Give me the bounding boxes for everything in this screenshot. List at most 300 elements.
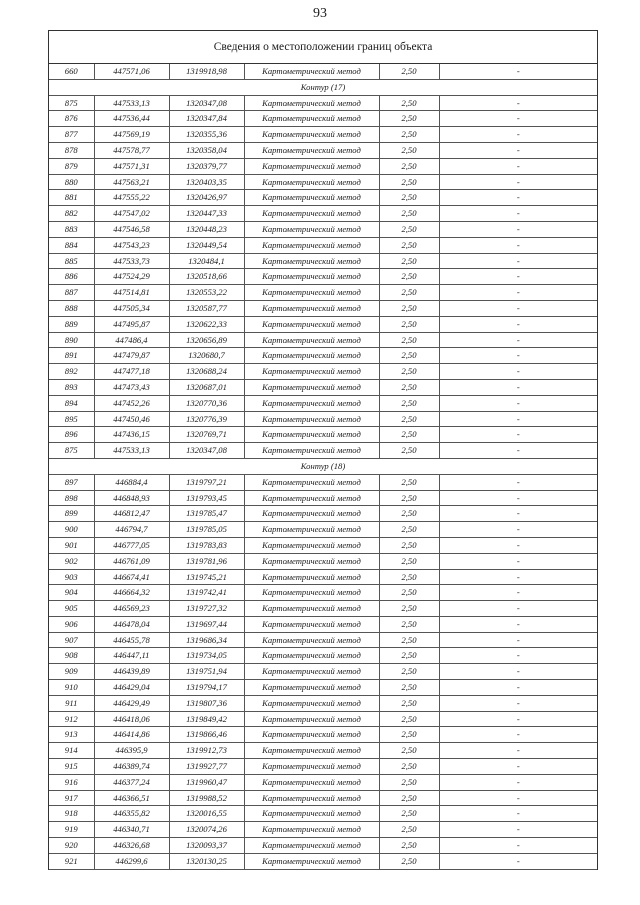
x-coordinate-cell: 447486,4 bbox=[94, 332, 169, 348]
note-cell: - bbox=[439, 632, 597, 648]
note-cell: - bbox=[439, 221, 597, 237]
table-row bbox=[49, 379, 597, 395]
x-coordinate-cell: 447571,31 bbox=[94, 158, 169, 174]
precision-cell: 2,50 bbox=[379, 774, 439, 790]
method-cell: Картометрический метод bbox=[244, 553, 379, 569]
point-number-cell: 890 bbox=[49, 332, 94, 348]
point-number-cell: 898 bbox=[49, 490, 94, 506]
method-cell: Картометрический метод bbox=[244, 774, 379, 790]
note-cell: - bbox=[439, 727, 597, 743]
precision-cell: 2,50 bbox=[379, 648, 439, 664]
note-cell: - bbox=[439, 158, 597, 174]
point-number-cell: 915 bbox=[49, 759, 94, 775]
y-coordinate-cell: 1319745,21 bbox=[169, 569, 244, 585]
y-coordinate-cell: 1319785,47 bbox=[169, 506, 244, 522]
note-cell: - bbox=[439, 585, 597, 601]
table-row bbox=[49, 221, 597, 237]
x-coordinate-cell: 447533,13 bbox=[94, 95, 169, 111]
note-cell: - bbox=[439, 142, 597, 158]
method-cell: Картометрический метод bbox=[244, 680, 379, 696]
table-row bbox=[49, 364, 597, 380]
point-number-cell: 912 bbox=[49, 711, 94, 727]
point-number-cell: 875 bbox=[49, 95, 94, 111]
note-cell: - bbox=[439, 237, 597, 253]
precision-cell: 2,50 bbox=[379, 206, 439, 222]
note-cell: - bbox=[439, 490, 597, 506]
x-coordinate-cell: 447505,34 bbox=[94, 300, 169, 316]
point-number-cell: 911 bbox=[49, 695, 94, 711]
x-coordinate-cell: 447546,58 bbox=[94, 221, 169, 237]
x-coordinate-cell: 447533,73 bbox=[94, 253, 169, 269]
point-number-cell: 881 bbox=[49, 190, 94, 206]
table-row bbox=[49, 522, 597, 538]
table-row bbox=[49, 158, 597, 174]
method-cell: Картометрический метод bbox=[244, 853, 379, 869]
point-number-cell: 908 bbox=[49, 648, 94, 664]
method-cell: Картометрический метод bbox=[244, 427, 379, 443]
x-coordinate-cell: 446377,24 bbox=[94, 774, 169, 790]
table-row bbox=[49, 838, 597, 854]
point-number-cell: 894 bbox=[49, 395, 94, 411]
x-coordinate-cell: 446569,23 bbox=[94, 601, 169, 617]
method-cell: Картометрический метод bbox=[244, 569, 379, 585]
y-coordinate-cell: 1319686,34 bbox=[169, 632, 244, 648]
point-number-cell: 885 bbox=[49, 253, 94, 269]
table-row bbox=[49, 285, 597, 301]
x-coordinate-cell: 447578,77 bbox=[94, 142, 169, 158]
note-cell: - bbox=[439, 253, 597, 269]
table-row bbox=[49, 427, 597, 443]
method-cell: Картометрический метод bbox=[244, 269, 379, 285]
note-cell: - bbox=[439, 648, 597, 664]
note-cell: - bbox=[439, 664, 597, 680]
method-cell: Картометрический метод bbox=[244, 490, 379, 506]
note-cell: - bbox=[439, 411, 597, 427]
method-cell: Картометрический метод bbox=[244, 316, 379, 332]
note-cell: - bbox=[439, 427, 597, 443]
y-coordinate-cell: 1319918,98 bbox=[169, 64, 244, 79]
coordinates-table-body bbox=[49, 64, 597, 869]
x-coordinate-cell: 446848,93 bbox=[94, 490, 169, 506]
method-cell: Картометрический метод bbox=[244, 790, 379, 806]
precision-cell: 2,50 bbox=[379, 348, 439, 364]
x-coordinate-cell: 447436,15 bbox=[94, 427, 169, 443]
precision-cell: 2,50 bbox=[379, 364, 439, 380]
point-number-cell: 909 bbox=[49, 664, 94, 680]
point-number-cell: 883 bbox=[49, 221, 94, 237]
method-cell: Картометрический метод bbox=[244, 506, 379, 522]
precision-cell: 2,50 bbox=[379, 853, 439, 869]
y-coordinate-cell: 1319849,42 bbox=[169, 711, 244, 727]
point-number-cell: 903 bbox=[49, 569, 94, 585]
y-coordinate-cell: 1320688,24 bbox=[169, 364, 244, 380]
table-row bbox=[49, 695, 597, 711]
table-row bbox=[49, 648, 597, 664]
x-coordinate-cell: 447452,26 bbox=[94, 395, 169, 411]
y-coordinate-cell: 1320074,26 bbox=[169, 822, 244, 838]
table-row bbox=[49, 632, 597, 648]
note-cell: - bbox=[439, 364, 597, 380]
precision-cell: 2,50 bbox=[379, 838, 439, 854]
method-cell: Картометрический метод bbox=[244, 601, 379, 617]
x-coordinate-cell: 446794,7 bbox=[94, 522, 169, 538]
note-cell: - bbox=[439, 759, 597, 775]
point-number-cell: 916 bbox=[49, 774, 94, 790]
note-cell: - bbox=[439, 95, 597, 111]
point-number-cell: 893 bbox=[49, 379, 94, 395]
note-cell: - bbox=[439, 806, 597, 822]
point-number-cell: 877 bbox=[49, 127, 94, 143]
table-row bbox=[49, 95, 597, 111]
x-coordinate-cell: 447536,44 bbox=[94, 111, 169, 127]
precision-cell: 2,50 bbox=[379, 759, 439, 775]
precision-cell: 2,50 bbox=[379, 253, 439, 269]
precision-cell: 2,50 bbox=[379, 300, 439, 316]
table-row bbox=[49, 474, 597, 490]
note-cell: - bbox=[439, 316, 597, 332]
contour-label: Контур (17) bbox=[49, 79, 597, 95]
point-number-cell: 901 bbox=[49, 537, 94, 553]
y-coordinate-cell: 1320447,33 bbox=[169, 206, 244, 222]
x-coordinate-cell: 446884,4 bbox=[94, 474, 169, 490]
y-coordinate-cell: 1319960,47 bbox=[169, 774, 244, 790]
y-coordinate-cell: 1320016,55 bbox=[169, 806, 244, 822]
precision-cell: 2,50 bbox=[379, 680, 439, 696]
method-cell: Картометрический метод bbox=[244, 64, 379, 79]
note-cell: - bbox=[439, 838, 597, 854]
precision-cell: 2,50 bbox=[379, 522, 439, 538]
precision-cell: 2,50 bbox=[379, 822, 439, 838]
table-row bbox=[49, 727, 597, 743]
precision-cell: 2,50 bbox=[379, 190, 439, 206]
precision-cell: 2,50 bbox=[379, 695, 439, 711]
precision-cell: 2,50 bbox=[379, 664, 439, 680]
y-coordinate-cell: 1320553,22 bbox=[169, 285, 244, 301]
point-number-cell: 904 bbox=[49, 585, 94, 601]
point-number-cell: 896 bbox=[49, 427, 94, 443]
contour-label: Контур (18) bbox=[49, 458, 597, 474]
table-row bbox=[49, 774, 597, 790]
precision-cell: 2,50 bbox=[379, 174, 439, 190]
y-coordinate-cell: 1319793,45 bbox=[169, 490, 244, 506]
x-coordinate-cell: 446664,32 bbox=[94, 585, 169, 601]
point-number-cell: 888 bbox=[49, 300, 94, 316]
y-coordinate-cell: 1319697,44 bbox=[169, 616, 244, 632]
note-cell: - bbox=[439, 537, 597, 553]
point-number-cell: 910 bbox=[49, 680, 94, 696]
point-number-cell: 914 bbox=[49, 743, 94, 759]
method-cell: Картометрический метод bbox=[244, 474, 379, 490]
x-coordinate-cell: 447473,43 bbox=[94, 379, 169, 395]
y-coordinate-cell: 1320403,35 bbox=[169, 174, 244, 190]
method-cell: Картометрический метод bbox=[244, 806, 379, 822]
point-number-cell: 875 bbox=[49, 443, 94, 459]
x-coordinate-cell: 447571,06 bbox=[94, 64, 169, 79]
method-cell: Картометрический метод bbox=[244, 142, 379, 158]
contour-header-row bbox=[49, 79, 597, 95]
note-cell: - bbox=[439, 616, 597, 632]
precision-cell: 2,50 bbox=[379, 537, 439, 553]
boundary-table-sheet bbox=[48, 30, 598, 870]
precision-cell: 2,50 bbox=[379, 111, 439, 127]
point-number-cell: 917 bbox=[49, 790, 94, 806]
point-number-cell: 887 bbox=[49, 285, 94, 301]
method-cell: Картометрический метод bbox=[244, 253, 379, 269]
x-coordinate-cell: 447495,87 bbox=[94, 316, 169, 332]
table-row bbox=[49, 395, 597, 411]
table-row bbox=[49, 300, 597, 316]
precision-cell: 2,50 bbox=[379, 95, 439, 111]
point-number-cell: 906 bbox=[49, 616, 94, 632]
point-number-cell: 907 bbox=[49, 632, 94, 648]
table-row bbox=[49, 711, 597, 727]
x-coordinate-cell: 446355,82 bbox=[94, 806, 169, 822]
note-cell: - bbox=[439, 332, 597, 348]
x-coordinate-cell: 447563,21 bbox=[94, 174, 169, 190]
precision-cell: 2,50 bbox=[379, 806, 439, 822]
precision-cell: 2,50 bbox=[379, 616, 439, 632]
table-row bbox=[49, 759, 597, 775]
y-coordinate-cell: 1320358,04 bbox=[169, 142, 244, 158]
y-coordinate-cell: 1320347,08 bbox=[169, 95, 244, 111]
method-cell: Картометрический метод bbox=[244, 822, 379, 838]
y-coordinate-cell: 1319751,94 bbox=[169, 664, 244, 680]
precision-cell: 2,50 bbox=[379, 221, 439, 237]
x-coordinate-cell: 446395,9 bbox=[94, 743, 169, 759]
note-cell: - bbox=[439, 300, 597, 316]
table-row bbox=[49, 680, 597, 696]
method-cell: Картометрический метод bbox=[244, 379, 379, 395]
table-row bbox=[49, 174, 597, 190]
x-coordinate-cell: 446812,47 bbox=[94, 506, 169, 522]
y-coordinate-cell: 1319727,32 bbox=[169, 601, 244, 617]
table-row bbox=[49, 237, 597, 253]
x-coordinate-cell: 447547,02 bbox=[94, 206, 169, 222]
y-coordinate-cell: 1319866,46 bbox=[169, 727, 244, 743]
method-cell: Картометрический метод bbox=[244, 411, 379, 427]
note-cell: - bbox=[439, 790, 597, 806]
point-number-cell: 880 bbox=[49, 174, 94, 190]
precision-cell: 2,50 bbox=[379, 237, 439, 253]
table-row bbox=[49, 142, 597, 158]
y-coordinate-cell: 1320379,77 bbox=[169, 158, 244, 174]
note-cell: - bbox=[439, 853, 597, 869]
method-cell: Картометрический метод bbox=[244, 522, 379, 538]
point-number-cell: 921 bbox=[49, 853, 94, 869]
point-number-cell: 902 bbox=[49, 553, 94, 569]
note-cell: - bbox=[439, 680, 597, 696]
precision-cell: 2,50 bbox=[379, 379, 439, 395]
point-number-cell: 876 bbox=[49, 111, 94, 127]
point-number-cell: 886 bbox=[49, 269, 94, 285]
note-cell: - bbox=[439, 127, 597, 143]
note-cell: - bbox=[439, 743, 597, 759]
table-row bbox=[49, 743, 597, 759]
note-cell: - bbox=[439, 190, 597, 206]
precision-cell: 2,50 bbox=[379, 632, 439, 648]
note-cell: - bbox=[439, 269, 597, 285]
table-row bbox=[49, 332, 597, 348]
precision-cell: 2,50 bbox=[379, 269, 439, 285]
method-cell: Картометрический метод bbox=[244, 443, 379, 459]
x-coordinate-cell: 446674,41 bbox=[94, 569, 169, 585]
y-coordinate-cell: 1320347,84 bbox=[169, 111, 244, 127]
point-number-cell: 900 bbox=[49, 522, 94, 538]
method-cell: Картометрический метод bbox=[244, 221, 379, 237]
y-coordinate-cell: 1319781,96 bbox=[169, 553, 244, 569]
x-coordinate-cell: 446439,89 bbox=[94, 664, 169, 680]
method-cell: Картометрический метод bbox=[244, 585, 379, 601]
precision-cell: 2,50 bbox=[379, 727, 439, 743]
point-number-cell: 878 bbox=[49, 142, 94, 158]
point-number-cell: 913 bbox=[49, 727, 94, 743]
table-row bbox=[49, 316, 597, 332]
y-coordinate-cell: 1320093,37 bbox=[169, 838, 244, 854]
table-row bbox=[49, 616, 597, 632]
note-cell: - bbox=[439, 695, 597, 711]
point-number-cell: 889 bbox=[49, 316, 94, 332]
method-cell: Картометрический метод bbox=[244, 537, 379, 553]
x-coordinate-cell: 446429,49 bbox=[94, 695, 169, 711]
y-coordinate-cell: 1319912,73 bbox=[169, 743, 244, 759]
note-cell: - bbox=[439, 111, 597, 127]
table-row bbox=[49, 822, 597, 838]
coordinates-table bbox=[49, 64, 597, 870]
point-number-cell: 895 bbox=[49, 411, 94, 427]
x-coordinate-cell: 446761,09 bbox=[94, 553, 169, 569]
point-number-cell: 918 bbox=[49, 806, 94, 822]
y-coordinate-cell: 1320355,36 bbox=[169, 127, 244, 143]
table-row bbox=[49, 601, 597, 617]
method-cell: Картометрический метод bbox=[244, 695, 379, 711]
precision-cell: 2,50 bbox=[379, 427, 439, 443]
y-coordinate-cell: 1320770,36 bbox=[169, 395, 244, 411]
y-coordinate-cell: 1319927,77 bbox=[169, 759, 244, 775]
note-cell: - bbox=[439, 822, 597, 838]
precision-cell: 2,50 bbox=[379, 490, 439, 506]
x-coordinate-cell: 446414,86 bbox=[94, 727, 169, 743]
x-coordinate-cell: 446429,04 bbox=[94, 680, 169, 696]
method-cell: Картометрический метод bbox=[244, 332, 379, 348]
y-coordinate-cell: 1319783,83 bbox=[169, 537, 244, 553]
table-row bbox=[49, 269, 597, 285]
method-cell: Картометрический метод bbox=[244, 206, 379, 222]
precision-cell: 2,50 bbox=[379, 569, 439, 585]
table-row bbox=[49, 411, 597, 427]
y-coordinate-cell: 1319734,05 bbox=[169, 648, 244, 664]
method-cell: Картометрический метод bbox=[244, 632, 379, 648]
note-cell: - bbox=[439, 601, 597, 617]
x-coordinate-cell: 446418,06 bbox=[94, 711, 169, 727]
table-row bbox=[49, 127, 597, 143]
x-coordinate-cell: 446447,11 bbox=[94, 648, 169, 664]
y-coordinate-cell: 1319807,36 bbox=[169, 695, 244, 711]
method-cell: Картометрический метод bbox=[244, 174, 379, 190]
method-cell: Картометрический метод bbox=[244, 127, 379, 143]
y-coordinate-cell: 1319742,41 bbox=[169, 585, 244, 601]
y-coordinate-cell: 1320518,66 bbox=[169, 269, 244, 285]
y-coordinate-cell: 1320656,89 bbox=[169, 332, 244, 348]
method-cell: Картометрический метод bbox=[244, 95, 379, 111]
method-cell: Картометрический метод bbox=[244, 711, 379, 727]
precision-cell: 2,50 bbox=[379, 711, 439, 727]
table-row bbox=[49, 348, 597, 364]
page-number: 93 bbox=[313, 6, 327, 21]
table-row bbox=[49, 490, 597, 506]
note-cell: - bbox=[439, 711, 597, 727]
method-cell: Картометрический метод bbox=[244, 111, 379, 127]
x-coordinate-cell: 447479,87 bbox=[94, 348, 169, 364]
precision-cell: 2,50 bbox=[379, 743, 439, 759]
table-row bbox=[49, 553, 597, 569]
precision-cell: 2,50 bbox=[379, 316, 439, 332]
note-cell: - bbox=[439, 206, 597, 222]
x-coordinate-cell: 447477,18 bbox=[94, 364, 169, 380]
method-cell: Картометрический метод bbox=[244, 648, 379, 664]
method-cell: Картометрический метод bbox=[244, 395, 379, 411]
table-heading: Сведения о местоположении границ объекта bbox=[49, 31, 597, 64]
note-cell: - bbox=[439, 348, 597, 364]
y-coordinate-cell: 1319988,52 bbox=[169, 790, 244, 806]
table-row bbox=[49, 111, 597, 127]
y-coordinate-cell: 1319797,21 bbox=[169, 474, 244, 490]
point-number-cell: 899 bbox=[49, 506, 94, 522]
note-cell: - bbox=[439, 553, 597, 569]
note-cell: - bbox=[439, 774, 597, 790]
point-number-cell: 660 bbox=[49, 64, 94, 79]
table-row bbox=[49, 569, 597, 585]
x-coordinate-cell: 446777,05 bbox=[94, 537, 169, 553]
x-coordinate-cell: 447514,81 bbox=[94, 285, 169, 301]
note-cell: - bbox=[439, 443, 597, 459]
point-number-cell: 919 bbox=[49, 822, 94, 838]
method-cell: Картометрический метод bbox=[244, 759, 379, 775]
contour-header-row bbox=[49, 458, 597, 474]
y-coordinate-cell: 1319785,05 bbox=[169, 522, 244, 538]
point-number-cell: 882 bbox=[49, 206, 94, 222]
precision-cell: 2,50 bbox=[379, 127, 439, 143]
method-cell: Картометрический метод bbox=[244, 364, 379, 380]
precision-cell: 2,50 bbox=[379, 158, 439, 174]
x-coordinate-cell: 446366,51 bbox=[94, 790, 169, 806]
y-coordinate-cell: 1320347,08 bbox=[169, 443, 244, 459]
note-cell: - bbox=[439, 379, 597, 395]
table-row bbox=[49, 664, 597, 680]
precision-cell: 2,50 bbox=[379, 395, 439, 411]
x-coordinate-cell: 446326,68 bbox=[94, 838, 169, 854]
precision-cell: 2,50 bbox=[379, 332, 439, 348]
y-coordinate-cell: 1320622,33 bbox=[169, 316, 244, 332]
table-row bbox=[49, 506, 597, 522]
note-cell: - bbox=[439, 64, 597, 79]
y-coordinate-cell: 1320449,54 bbox=[169, 237, 244, 253]
precision-cell: 2,50 bbox=[379, 443, 439, 459]
method-cell: Картометрический метод bbox=[244, 838, 379, 854]
method-cell: Картометрический метод bbox=[244, 616, 379, 632]
note-cell: - bbox=[439, 395, 597, 411]
table-row bbox=[49, 585, 597, 601]
precision-cell: 2,50 bbox=[379, 474, 439, 490]
x-coordinate-cell: 447450,46 bbox=[94, 411, 169, 427]
x-coordinate-cell: 447533,13 bbox=[94, 443, 169, 459]
table-row bbox=[49, 537, 597, 553]
point-number-cell: 905 bbox=[49, 601, 94, 617]
x-coordinate-cell: 447524,29 bbox=[94, 269, 169, 285]
y-coordinate-cell: 1320587,77 bbox=[169, 300, 244, 316]
point-number-cell: 897 bbox=[49, 474, 94, 490]
table-row bbox=[49, 64, 597, 79]
precision-cell: 2,50 bbox=[379, 411, 439, 427]
